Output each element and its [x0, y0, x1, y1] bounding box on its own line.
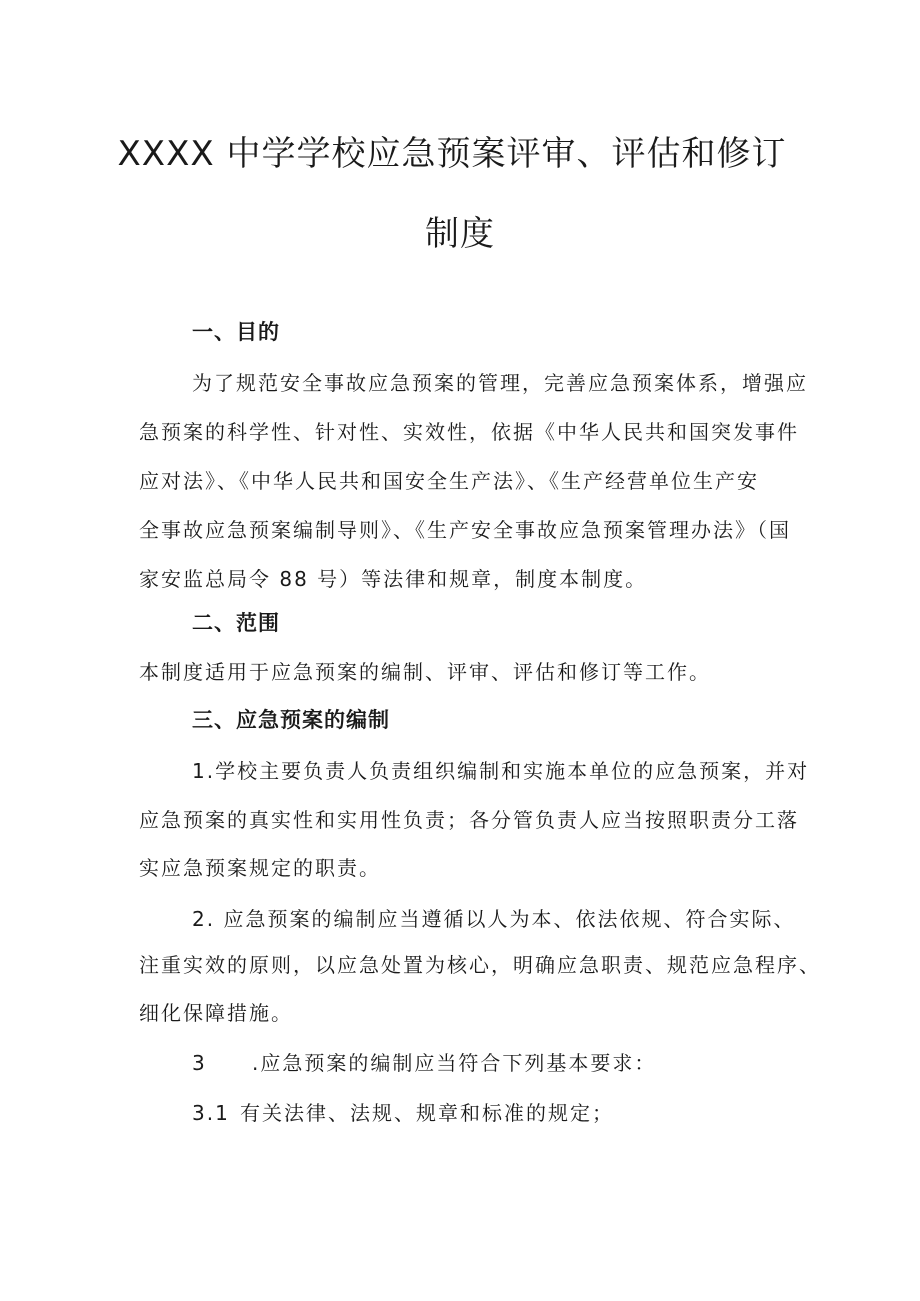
item-3-text: .应急预案的编制应当符合下列基本要求：	[252, 1051, 657, 1075]
item-2-line: 注重实效的原则，以应急处置为核心，明确应急职责、规范应急程序、	[139, 953, 821, 977]
item-2-line: 细化保障措施。	[139, 1001, 293, 1025]
item-3-1-line	[192, 1097, 614, 1126]
purpose-paragraph-line: 为了规范安全事故应急预案的管理，完善应急预案体系，增强应	[192, 371, 808, 395]
item-1-number: 1	[192, 759, 207, 783]
purpose-paragraph-line: 应对法》、《中华人民共和国安全生产法》、《生产经营单位生产安	[139, 469, 759, 493]
item-2-text: . 应急预案的编制应当遵循以人为本、依法依规、符合实际、	[206, 907, 796, 931]
scope-paragraph-line: 本制度适用于应急预案的编制、评审、评估和修订等工作。	[139, 660, 711, 684]
purpose-paragraph-line: 急预案的科学性、针对性、实效性，依据《中华人民共和国突发事件	[139, 420, 799, 444]
item-1-line: 应急预案的真实性和实用性负责；各分管负责人应当按照职责分工落	[139, 808, 799, 832]
item-2-line	[192, 903, 795, 932]
item-3-1-number: 3.1	[192, 1101, 230, 1125]
purpose-paragraph-line: 家安监总局令 88 号）等法律和规章，制度本制度。	[139, 567, 648, 591]
item-3-1-text: 有关法律、法规、规章和标准的规定；	[240, 1101, 614, 1125]
section-heading-purpose: 一、目的	[192, 320, 280, 344]
item-1-line	[192, 755, 809, 784]
item-3-line	[192, 1047, 656, 1076]
section-heading-scope: 二、范围	[192, 611, 280, 635]
section-heading-compilation: 三、应急预案的编制	[192, 708, 390, 732]
item-3-number: 3	[192, 1051, 207, 1075]
document-title-continuation: 制度	[425, 214, 495, 254]
purpose-paragraph-line: 全事故应急预案编制导则》、《生产安全事故应急预案管理办法》（国	[139, 518, 791, 542]
item-1-text: .学校主要负责人负责组织编制和实施本单位的应急预案，并对	[206, 759, 810, 783]
item-2-number: 2	[192, 907, 207, 931]
item-1-line: 实应急预案规定的职责。	[139, 856, 381, 880]
document-title: XXXX 中学学校应急预案评审、评估和修订	[117, 134, 787, 174]
